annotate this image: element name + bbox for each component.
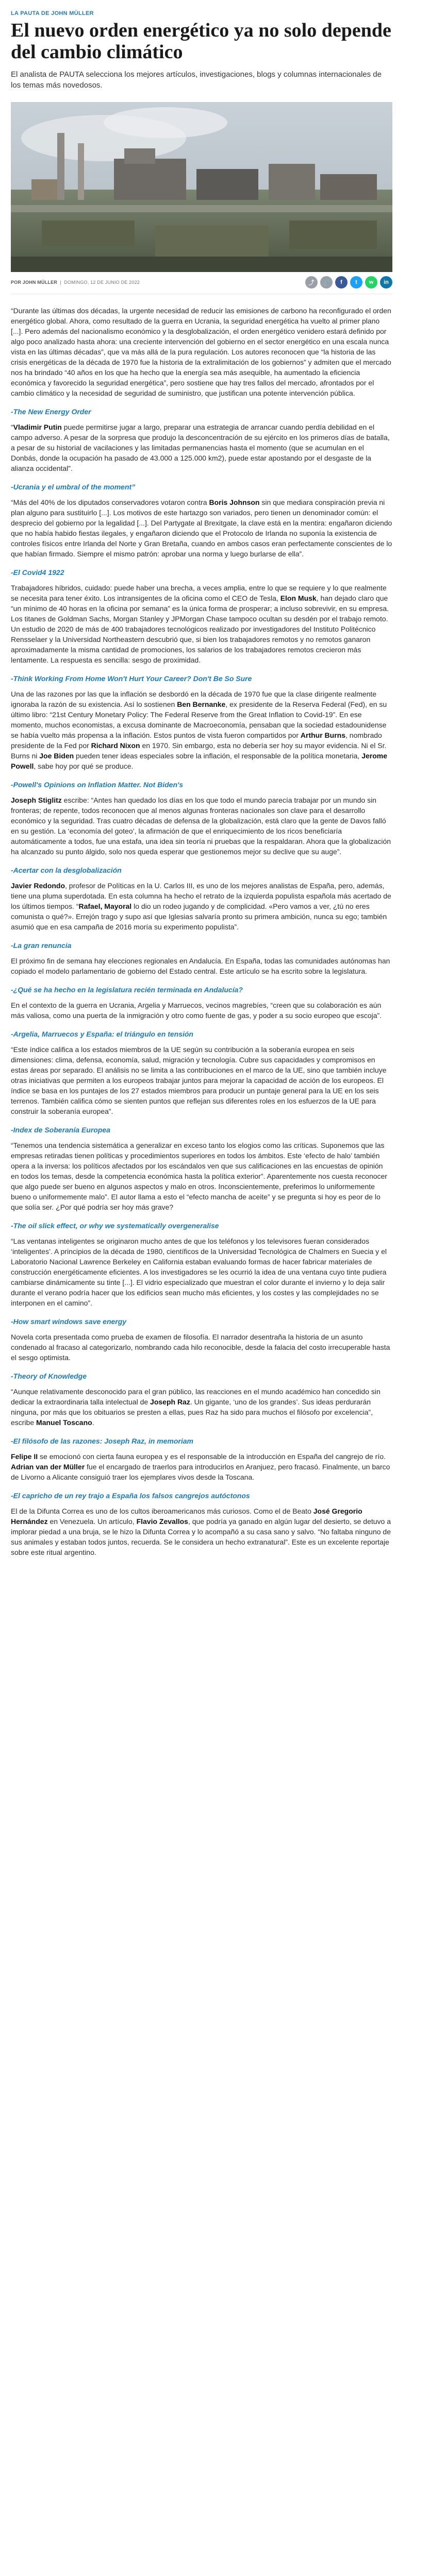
body-paragraph: Javier Redondo, profesor de Políticas en la U. Carlos III, es uno de los mejores analistas de España, pero, además, tiene una pluma superdotada. En esta columna ha hecho el retrato de la izquierda populista española más acertado de los últimos tiempos. “Rafael, Mayoral lo dio un rodeo jugando y de complicidad. «Pero vamos a ver, ¿tú no eres comunista o qué?». Errejón trago y supo así que Iglesias salvaría pronto su primera ambición, nunca su ego; también asumió que en esa campaña de 2016 moría su experimento populista”. [11, 882, 391, 931]
link-icon[interactable]: 🔗 [320, 276, 333, 289]
section-link[interactable]: -El Covid4 1922 [11, 568, 64, 577]
linkedin-icon[interactable]: in [380, 276, 392, 289]
section-link[interactable]: -La gran renuncia [11, 941, 72, 950]
body-paragraph: En el contexto de la guerra en Ucrania, Argelia y Marruecos, vecinos magrebíes, “creen que su colaboración es aún más valiosa, como una puerta de la inmigración y otro como fuente de gas, y poder a su socio europeo que escoja”. [11, 1001, 382, 1020]
body-paragraph: “Vladimir Putin puede permitirse jugar a largo, preparar una estrategia de arrancar cuando perdía debilidad en el campo adverso. A pesar de la sorpresa que produjo la desconcentración de su ejército en los primeros días de batalla, a pesar de su historial de vacilaciones y las limitadas permanencias hasta el momento (que se acumulan en el Donbás, donde la ocupación ha pasado de 43.000 a 125.000 km2), puede estar apostando por el desgaste de la alianza occidental”. [11, 423, 390, 472]
article-headline: El nuevo orden energético ya no solo depende del cambio climático [11, 20, 391, 63]
body-paragraph: Trabajadores híbridos, cuidado: puede haber una brecha, a veces amplia, entre lo que se requiere y lo que realmente se necesita para tener éxito. Los intransigentes de la oficina como el CEO de Tesla, Elon Musk, han dejado claro que “un mínimo de 40 horas en la oficina por semana” es la única forma de prosperar; a incluso sobrevivir, en su empresa. Los titanes de Goldman Sachs, Morgan Stanley y JPMorgan Chase tampoco ocultan su desdén por el trabajo remoto. Un estudio de 2020 de más de 400 trabajadores tecnológicos realizado por investigadores del Instituto Politécnico Rensselaer y la Universidad Northeastern descubrió que, si bien los trabajadores remotos y no remotos ganaron aproximadamente la misma cantidad de promociones, los salarios de los trabajadores remotos crecieron más lentamente. La respuesta es sencilla: sesgo de proximidad. [11, 584, 389, 664]
section-link[interactable]: -The New Energy Order [11, 408, 91, 416]
section-link[interactable]: -Theory of Knowledge [11, 1372, 87, 1380]
body-paragraph: El de la Difunta Correa es uno de los cultos iberoamericanos más curiosos. Como el de Beato José Gregorio Hernández en Venezuela. Un artículo, Flavio Zevallos, que podría ya ganado en algún lugar del desierto, se detuvo a implorar piedad a una bruja, se le hizo la Difunta Correa y lo acompañó a su casa sano y salvo. “No faltaba ninguno de sus animales y estaban todos juntos, recuerda. Se le considera un hecho extranatural”. Este es un excelente reportaje sobre este ritual argentino. [11, 1507, 391, 1556]
body-paragraph: Una de las razones por las que la inflación se desbordó en la década de 1970 fue que la clase dirigente realmente ignoraba la razón de su existencia. Así lo sostienen Ben Bernanke, ex presidente de la Reserva Federal (Fed), en su último libro: “21st Century Monetary Policy: The Federal Reserve from the Great Inflation to Covid-19”. En ese momento, muchos economistas, a excusa dominante de Macroeconomía, pensaban que la sociedad estadounidense se había vuelto más propensa a la inflación. Estos puntos de vista fueron compartidos por Arthur Burns, nombrado presidente de la Fed por Richard Nixon en 1970. Sin embargo, esta no debería ser hoy su mayor evidencia. Ni el Sr. Burns ni Joe Biden pueden tener ideas especiales sobre la inflación, el responsable de la política monetaria, Jerome Powell, sabe hoy por qué se produce. [11, 690, 387, 770]
section-link[interactable]: -Ucrania y el umbral of the moment” [11, 483, 136, 491]
body-paragraph: Joseph Stiglitz escribe: “Antes han quedado los días en los que todo el mundo parecía trabajar por un mundo sin fronteras; de repente, todos reconocen que al menos algunas fronteras nacionales son clave para el desarrollo económico y la seguridad. Tras cuatro décadas de defensa de la globalización, está claro que la gente de Davos falló en su gestión. La ‘economía del goteo’, la afirmación de que el enriquecimiento de los ricos beneficiaría automáticamente a todos, fue una estafa, una idea sin teoría ni pruebas que la respaldaran. Ahora que la globalización ha alcanzado su punto álgido, solo nos queda esperar que gestionemos mejor su declive que su auge”. [11, 796, 391, 856]
section-link[interactable]: -The oil slick effect, or why we systematically overgeneralise [11, 1222, 219, 1230]
section-link[interactable]: -Powell's Opinions on Inflation Matter. Not Biden's [11, 781, 184, 789]
byline: POR JOHN MÜLLER | DOMINGO, 12 DE JUNIO DE 2022 [11, 280, 140, 285]
whatsapp-icon[interactable]: w [365, 276, 377, 289]
body-paragraph: “Tenemos una tendencia sistemática a generalizar en exceso tanto los elogios como las críticas. Suponemos que las empresas retiradas tienen políticas y procedimientos superiores en todos los ámbitos. Este ‘efecto de halo’ también opera a la inversa: los políticos afectados por los escándalos ven que sus calificaciones en las encuestas de opinión en todos los temas, desde la competencia económica hasta la política exterior”. Aparentemente nos cuesta reconocer que algo puede ser bueno en algunos aspectos y malo en otros. Inconscientemente, preferimos lo uniformemente bueno o uniformemente malo”. El autor llama a esto el “efecto mancha de aceite” y se pregunta si hoy es peor de lo que solía ser. ¿Por qué podría ser hoy más grave? [11, 1141, 387, 1211]
share-icon[interactable]: ⤴ [305, 276, 318, 289]
share-buttons [305, 276, 392, 289]
body-paragraph: Felipe II se emocionó con cierta fauna europea y es el responsable de la introducción en España del cangrejo de río. Adrian van der Müller fue el encargado de traerlos para introducirlos en Aranjuez, pero fracasó. Finalmente, un barco de Livorno a Alicante consiguió traer los ejemplares vivos desde la Toscana. [11, 1452, 390, 1481]
body-paragraph: “Durante las últimas dos décadas, la urgente necesidad de reducir las emisiones de carbono ha reconfigurado el orden energético global. Ahora, como resultado de la guerra en Ucrania, la seguridad energética ha vuelto al primer plano [...]. Pero además del nacionalismo económico y la desglobalización, el orden energético venidero estará definido por algo poco analizado hasta ahora: una creciente intervención del gobierno en el sector energético en una escala nunca vista en las últimas décadas”, que va más allá de la pura regulación. Los autores reconocen que “la historia de las crisis energéticas de la década de 1970 fue la historia de la extralimitación de los gobiernos” y admiten que el mercado nos ha brindado “40 años en los que ha hecho que la energía sea más asequible, ha aumentado la eficiencia económica y favorecido la seguridad energética”, pero sostiene que hay tres fallos del mercado, afrontados por el cambio climático y la necesidad de seguridad de suministro, que justifican una potente intervención pública. [11, 307, 391, 397]
hero-image [11, 102, 392, 272]
section-link[interactable]: -¿Qué se ha hecho en la legislatura recién terminada en Andalucía? [11, 986, 243, 994]
section-kicker[interactable]: LA PAUTA DE JOHN MÜLLER [11, 10, 94, 16]
section-link[interactable]: -El filósofo de las razones: Joseph Raz, in memoriam [11, 1437, 193, 1445]
facebook-icon[interactable]: f [335, 276, 348, 289]
section-link[interactable]: -Think Working From Home Won't Hurt Your Career? Don't Be So Sure [11, 674, 252, 683]
body-paragraph: Novela corta presentada como prueba de examen de filosofía. El narrador desentraña la historia de un asunto condenado al fracaso al categorizarlo, nombrando cada hilo reconocible, desde la falacia del costo irrecuperable hasta el sesgo optimista. [11, 1333, 390, 1362]
body-paragraph: “Las ventanas inteligentes se originaron mucho antes de que los teléfonos y los televisores fueran considerados ‘inteligentes’. A principios de la década de 1980, científicos de la Universidad Tecnológica de Chalmers en Suecia y el Laboratorio Nacional Lawrence Berkeley en California estaban evaluando formas de hacer fabricar materiales de construcción energéticamente eficientes. A los investigadores se les ocurrió la idea de una ventana cuyo tinte pudiera cambiarse dinámicamente su tinte [...]. El vidrio especializado que muestran el color durante el invierno y lo deja salir durante el verano podría hacer que los edificios sean mucho más eficientes, y los costes y las complejidades no se interponen en el camino”. [11, 1237, 387, 1307]
body-paragraph: “Aunque relativamente desconocido para el gran público, las reacciones en el mundo académico han concedido sin dedicar la extraordinaria talla intelectual de Joseph Raz. Un gigante, ‘uno de los grandes’. Sus ideas perdurarán ninguna, por más que los obituarios se presten a ellas, pues Raz ha sido para muchos el filósofo por excelencia”, escribe Manuel Toscano. [11, 1387, 381, 1427]
article-container [11, 10, 392, 1557]
section-link[interactable]: -Index de Soberanía Europea [11, 1126, 110, 1134]
twitter-icon[interactable]: t [350, 276, 362, 289]
section-link[interactable]: -El capricho de un rey trajo a España los falsos cangrejos autóctonos [11, 1492, 250, 1500]
byline-date: DOMINGO, 12 DE JUNIO DE 2022 [64, 280, 140, 285]
section-link[interactable]: -Acertar con la desglobalización [11, 866, 122, 874]
section-link[interactable]: -How smart windows save energy [11, 1317, 127, 1326]
industrial-plant-illustration [11, 102, 392, 272]
byline-author[interactable]: POR JOHN MÜLLER [11, 280, 58, 285]
article-standfirst: El analista de PAUTA selecciona los mejores artículos, investigaciones, blogs y columnas internacionales de los temas más novedosos. [11, 70, 382, 90]
body-paragraph: “Más del 40% de los diputados conservadores votaron contra Boris Johnson sin que mediara conspiración previa ni plan alguno para sustituirlo [...]. Los motivos de este hartazgo son variados, pero tienen un denominador común: el desprecio del gobierno por la legalidad [...]. Del Partygate al Brexitgate, la clave está en la mentira: engañaron diciendo que no había habido fiestas ilegales, y engañaron diciendo que el Protocolo de Irlanda no suponía la existencia de controles físicos entre Irlanda del Norte y Gran Bretaña, cuando en ambos casos eran perfectamente conscientes de lo que habían firmado. Siempre el mismo patrón: aprobar una norma y luego burlarse de ella”. [11, 498, 392, 558]
article-body [11, 306, 392, 1557]
section-link[interactable]: -Argelia, Marruecos y España: el triángulo en tensión [11, 1030, 193, 1038]
body-paragraph: El próximo fin de semana hay elecciones regionales en Andalucía. En España, todas las comunidades autónomas han copiado el modelo parlamentario de gobierno del Estado central. Este artículo se ha escrito sobre la legislatura. [11, 957, 390, 975]
byline-row [11, 272, 392, 294]
body-paragraph: “Este índice califica a los estados miembros de la UE según su contribución a la soberanía europea en seis dimensiones: clima, defensa, economía, salud, migración y tecnología. Cubre sus capacidades y compromisos en estas áreas por separado. El análisis no se limita a las contribuciones en el marco de la UE, sino que también incluye otras iniciativas que permiten a los europeos trabajar juntos para mejorar la capacidad de acción de los europeos. El índice se basa en los puntajes de los 27 estados miembros para producir un puntaje general para la UE en los seis terrenos. También califica cómo se sienten puntos que reflejan sus diferentes roles en los esfuerzos de la UE para construir la soberanía europea”. [11, 1045, 387, 1115]
